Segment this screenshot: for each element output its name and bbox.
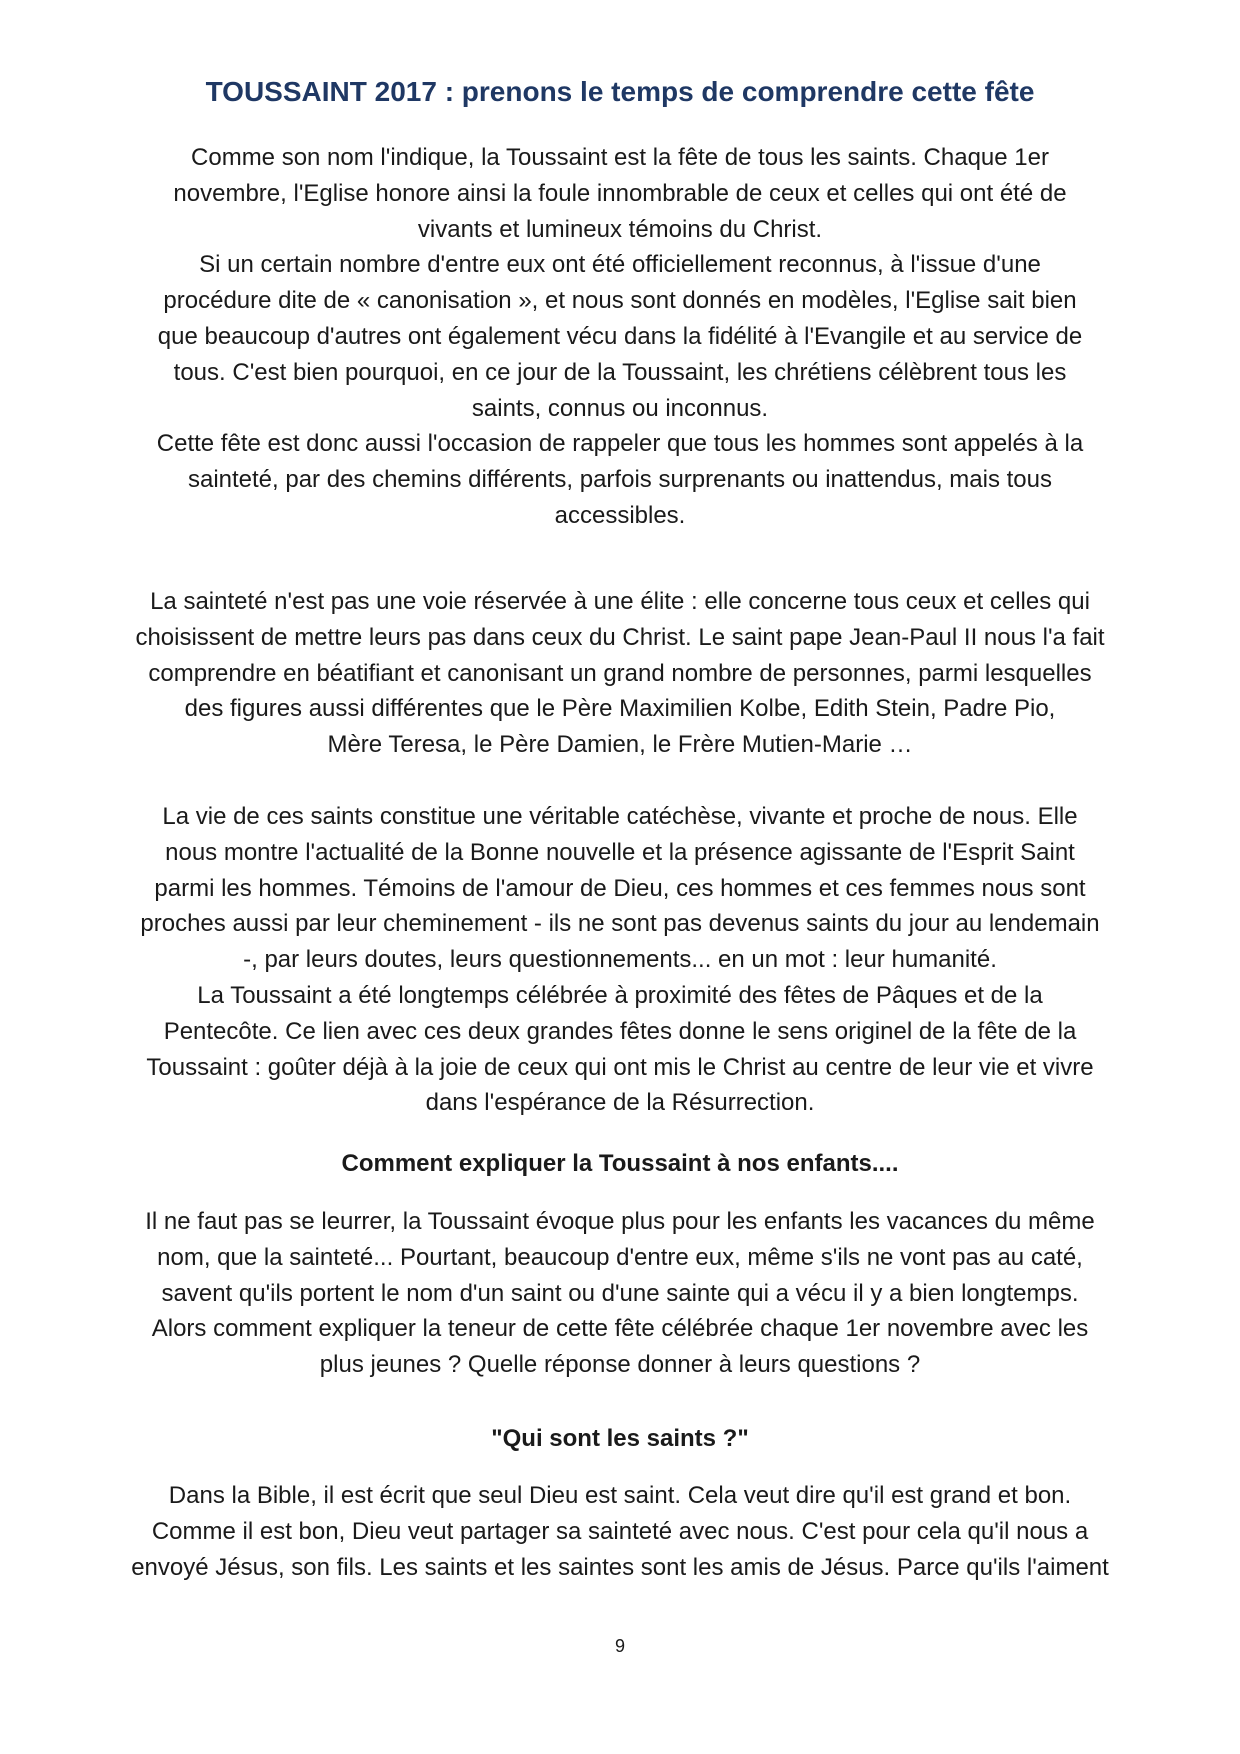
paragraph-line: dans l'espérance de la Résurrection. bbox=[425, 1089, 815, 1117]
paragraph-line: La vie de ces saints constitue une véritable catéchèse, vivante et proche de nous. Elle bbox=[162, 803, 1078, 830]
paragraph-line: La Toussaint a été longtemps célébrée à proximité des fêtes de Pâques et de la bbox=[197, 981, 1043, 1009]
paragraph-line: Comme il est bon, Dieu veut partager sa sainteté avec nous. C'est pour cela qu'il nous a bbox=[151, 1517, 1089, 1545]
paragraph-line: novembre, l'Eglise honore ainsi la foule innombrable de ceux et celles qui ont été de bbox=[173, 179, 1067, 207]
paragraph-line: parmi les hommes. Témoins de l'amour de Dieu, ces hommes et ces femmes nous sont bbox=[154, 874, 1086, 902]
paragraph-line: nous montre l'actualité de la Bonne nouvelle et la présence agissante de l'Esprit Saint bbox=[165, 838, 1075, 866]
paragraph-line: Si un certain nombre d'entre eux ont été officiellement reconnus, à l'issue d'une bbox=[199, 251, 1041, 279]
paragraph-line: Pentecôte. Ce lien avec ces deux grandes fêtes donne le sens originel de la fête de la bbox=[163, 1017, 1077, 1045]
section-heading-children: Comment expliquer la Toussaint à nos enfants.... bbox=[341, 1150, 899, 1177]
paragraph-line: Dans la Bible, il est écrit que seul Dieu est saint. Cela veut dire qu'il est grand et bon. bbox=[168, 1482, 1072, 1509]
paragraph-line: que beaucoup d'autres ont également vécu dans la fidélité à l'Evangile et au service de bbox=[157, 322, 1083, 350]
paragraph-line: La sainteté n'est pas une voie réservée à une élite : elle concerne tous ceux et celles qui bbox=[150, 588, 1090, 615]
paragraph-line: des figures aussi différentes que le Père Maximilien Kolbe, Edith Stein, Padre Pio, bbox=[184, 695, 1056, 723]
paragraph-line: nom, que la sainteté... Pourtant, beaucoup d'entre eux, même s'ils ne vont pas au caté, bbox=[157, 1243, 1083, 1271]
paragraph-enfants bbox=[60, 1204, 1180, 1383]
section-heading-saints: "Qui sont les saints ?" bbox=[491, 1425, 749, 1452]
paragraph-line: Alors comment expliquer la teneur de cette fête célébrée chaque 1er novembre avec les bbox=[151, 1315, 1089, 1343]
paragraph-line: vivants et lumineux témoins du Christ. bbox=[417, 215, 823, 243]
paragraph-line: tous. C'est bien pourquoi, en ce jour de la Toussaint, les chrétiens célèbrent tous les bbox=[173, 358, 1067, 386]
paragraph-line: Il ne faut pas se leurrer, la Toussaint évoque plus pour les enfants les vacances du même bbox=[145, 1208, 1095, 1235]
paragraph-line: Mère Teresa, le Père Damien, le Frère Mutien-Marie … bbox=[327, 731, 913, 759]
paragraph-line: Cette fête est donc aussi l'occasion de rappeler que tous les hommes sont appelés à la bbox=[156, 430, 1084, 458]
page-number: 9 bbox=[614, 1636, 625, 1656]
paragraph-line: Toussaint : goûter déjà à la joie de ceux qui ont mis le Christ au centre de leur vie et vivre bbox=[146, 1053, 1094, 1081]
paragraph-line: procédure dite de « canonisation », et nous sont donnés en modèles, l'Eglise sait bien bbox=[163, 287, 1077, 315]
paragraph-intro bbox=[60, 140, 1180, 534]
paragraph-line: plus jeunes ? Quelle réponse donner à leurs questions ? bbox=[319, 1351, 921, 1379]
paragraph-line: sainteté, par des chemins différents, parfois surprenants ou inattendus, mais tous bbox=[187, 466, 1053, 494]
paragraph-line: accessibles. bbox=[554, 501, 686, 529]
paragraph-saintete bbox=[60, 584, 1180, 763]
paragraph-line: -, par leurs doutes, leurs questionnements... en un mot : leur humanité. bbox=[243, 946, 997, 974]
paragraph-line: saints, connus ou inconnus. bbox=[471, 394, 769, 422]
document-title: TOUSSAINT 2017 : prenons le temps de comprendre cette fête bbox=[205, 76, 1035, 107]
paragraph-line: choisissent de mettre leurs pas dans ceux du Christ. Le saint pape Jean-Paul II nous l'a fait bbox=[135, 623, 1105, 651]
paragraph-line: savent qu'ils portent le nom d'un saint ou d'une sainte qui a vécu il y a bien longtemps. bbox=[161, 1279, 1079, 1307]
paragraph-bible bbox=[60, 1478, 1180, 1585]
paragraph-line: comprendre en béatifiant et canonisant un grand nombre de personnes, parmi lesquelles bbox=[148, 659, 1092, 687]
paragraph-line: proches aussi par leur cheminement - ils ne sont pas devenus saints du jour au lendemain bbox=[140, 910, 1100, 938]
paragraph-line: Comme son nom l'indique, la Toussaint est la fête de tous les saints. Chaque 1er bbox=[191, 144, 1049, 171]
paragraph-line: envoyé Jésus, son fils. Les saints et les saintes sont les amis de Jésus. Parce qu'ils l'aiment bbox=[131, 1553, 1109, 1581]
paragraph-vie-des-saints bbox=[60, 799, 1180, 1121]
